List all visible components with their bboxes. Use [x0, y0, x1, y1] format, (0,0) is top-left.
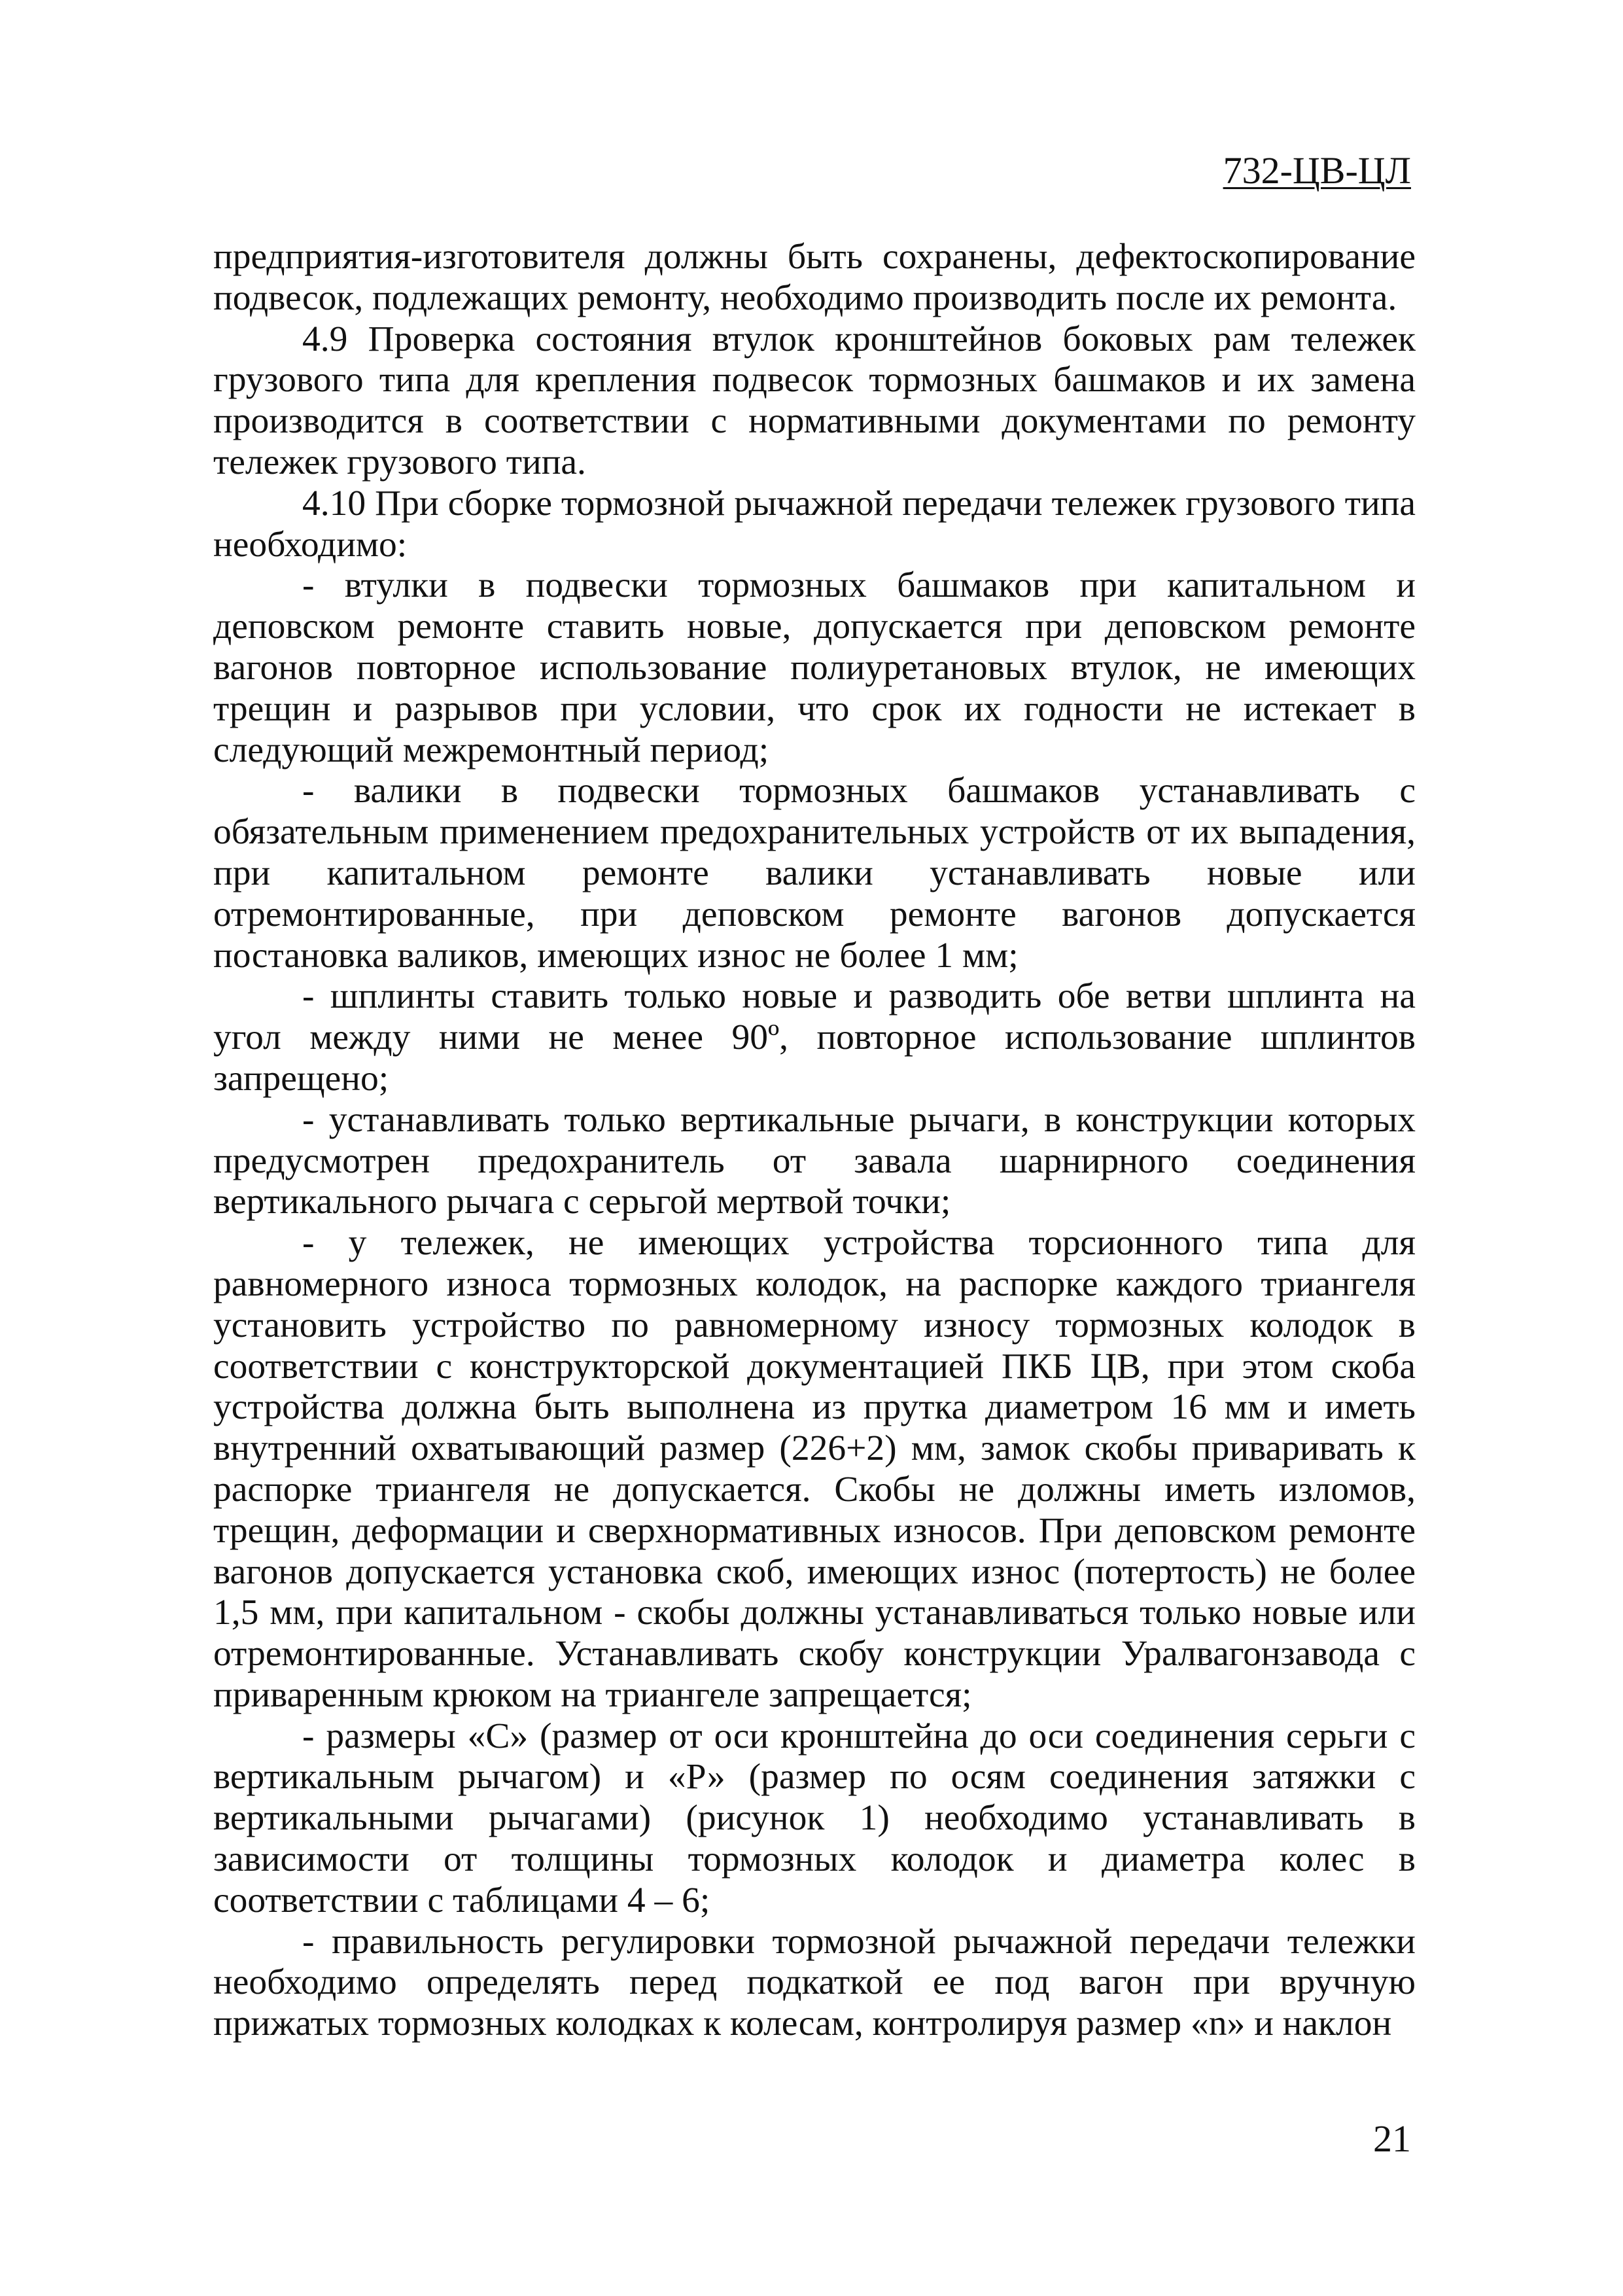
list-item-wear-device: - у тележек, не имеющих устройства торсионного типа для равномерного износа тормозных колодок, на распорке каждого триангеля установить устройство по равномерному износу тормозных колодок в соответствии с конструкторской документацией ПКБ ЦВ, при этом скоба устройства должна быть выполнена из прутка диаметром 16 мм и иметь внутренний охватывающий размер (226+2) мм, замок скобы приваривать к распорке триангеля не допускается. Скобы не должны иметь изломов, трещин, деформации и сверхнормативных износов. При деповском ремонте вагонов допускается установка скоб, имеющих износ (потертость) не более 1,5 мм, при капитальном - скобы должны устанавливаться только новые или отремонтированные. Устанавливать скобу конструкции Уралвагонзавода с приваренным крюком на триангеле запрещается;: [213, 1223, 1416, 1715]
list-item-bushings: - втулки в подвески тормозных башмаков при капитальном и деповском ремонте ставить новые, допускается при деповском ремонте вагонов повторное использование полиуретановых втулок, не имеющих трещин и разрывов при условии, что срок их годности не истекает в следующий межремонтный период;: [213, 565, 1416, 770]
paragraph-continuation: предприятия-изготовителя должны быть сохранены, дефектоскопирование подвесок, подлежащих ремонту, необходимо производить после их ремонта.: [213, 237, 1416, 318]
list-item-adjustment: - правильность регулировки тормозной рычажной передачи тележки необходимо определять перед подкаткой ее под вагон при вручную прижатых тормозных колодках к колесам, контролируя размер «n» и наклон: [213, 1921, 1416, 2044]
page-body: [213, 237, 1416, 2045]
paragraph-4-10: 4.10 При сборке тормозной рычажной передачи тележек грузового типа необходимо:: [213, 483, 1416, 565]
list-item-cotter-pins: - шплинты ставить только новые и разводить обе ветви шплинта на угол между ними не менее 90º, повторное использование шплинтов запрещено;: [213, 976, 1416, 1099]
list-item-dimensions: - размеры «С» (размер от оси кронштейна до оси соединения серьги с вертикальным рычагом) и «Р» (размер по осям соединения затяжки с вертикальными рычагами) (рисунок 1) необходимо устанавливать в зависимости от толщины тормозных колодок и диаметра колес в соответствии с таблицами 4 – 6;: [213, 1716, 1416, 1920]
paragraph-4-9: 4.9 Проверка состояния втулок кронштейнов боковых рам тележек грузового типа для крепления подвесок тормозных башмаков и их замена производится в соответствии с нормативными документами по ремонту тележек грузового типа.: [213, 319, 1416, 482]
list-item-vertical-levers: - устанавливать только вертикальные рычаги, в конструкции которых предусмотрен предохранитель от завала шарнирного соединения вертикального рычага с серьгой мертвой точки;: [213, 1099, 1416, 1222]
page-number: 21: [1373, 2117, 1411, 2160]
list-item-pins: - валики в подвески тормозных башмаков устанавливать с обязательным применением предохранительных устройств от их выпадения, при капитальном ремонте валики устанавливать новые или отремонтированные, при деповском ремонте вагонов допускается постановка валиков, имеющих износ не более 1 мм;: [213, 771, 1416, 976]
document-code: 732-ЦВ-ЦЛ: [1223, 149, 1411, 192]
